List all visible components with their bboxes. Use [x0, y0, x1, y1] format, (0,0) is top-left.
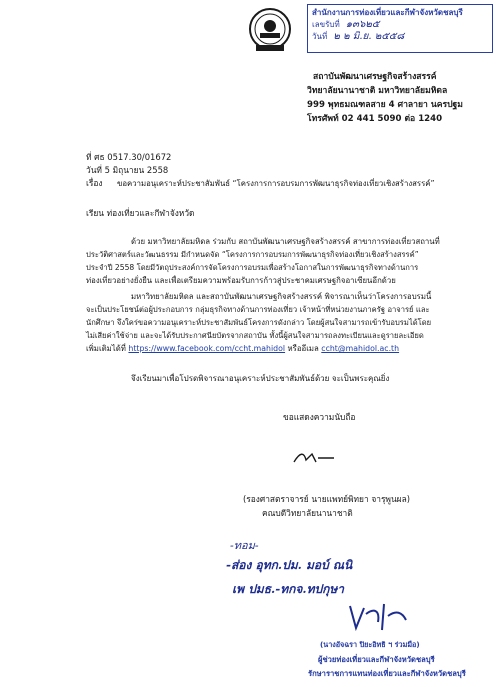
closing-request: จึงเรียนมาเพื่อโปรดพิจารณาอนุเคราะห์ประชาสัมพันธ์ด้วย จะเป็นพระคุณยิ่ง [131, 374, 390, 383]
body-p2-line3: นักศึกษา จึงใคร่ขอความอนุเคราะห์ประชาสัมพันธ์โครงการดังกล่าว โดยผู้สนใจสามารถเข้ารับอบรมได้โดย [86, 318, 432, 327]
ref-subject-label: เรื่อง [86, 178, 103, 188]
body-p1-line1: ด้วย มหาวิทยาลัยมหิดล ร่วมกับ สถาบันพัฒนาเศรษฐกิจสร้างสรรค์ สาขาการท่องเที่ยวสถานที่ [131, 237, 440, 246]
handwritten-signature [344, 600, 424, 634]
handwritten-line3: เพ ปมธ.-ทกจ.ทปกุษา [232, 582, 345, 596]
stamp-number-label: เลขรับที่ [312, 20, 340, 29]
handwritten-signer2: (นางอัจฉรา ปิยะอิทธิ ฯ ร่วมมือ) [320, 640, 420, 649]
ref-to: เรียน ท่องเที่ยวและกีฬาจังหวัด [86, 208, 195, 218]
body-p2-mid: หรืออีเมล [285, 344, 322, 353]
stamp-office: สำนักงานการท่องเที่ยวและกีฬาจังหวัดชลบุรี [312, 8, 463, 17]
ref-subject: ขอความอนุเคราะห์ประชาสัมพันธ์ “โครงการการอบรมการพัฒนาธุรกิจท่องเที่ยวเชิงสร้างสรรค์” [117, 179, 435, 188]
letterhead-phone: โทรศัพท์ 02 441 5090 ต่อ 1240 [307, 114, 443, 124]
facebook-link[interactable]: https://www.facebook.com/ccht.mahidol [128, 344, 286, 353]
letterhead-address: 999 พุทธมณฑลสาย 4 ศาลายา นครปฐม [307, 100, 463, 110]
regards: ขอแสดงความนับถือ [283, 412, 356, 422]
stamp-date-row [312, 31, 488, 43]
body-p1-line3: ประจำปี 2558 โดยมีวัตถุประสงค์การจัดโครงการอบรมเพื่อสร้างโอกาสในการพัฒนาธุรกิจทางด้านการ [86, 263, 419, 272]
signer-title: คณบดีวิทยาลัยนานาชาติ [262, 508, 353, 518]
handwritten-title2: ผู้ช่วยท่องเที่ยวและกีฬาจังหวัดชลบุรี [318, 655, 435, 664]
body-p2-line1: มหาวิทยาลัยมหิดล และสถาบันพัฒนาเศรษฐกิจสร้างสรรค์ พิจารณาเห็นว่าโครงการอบรมนี้ [131, 292, 432, 301]
letterhead-college: วิทยาลัยนานาชาติ มหาวิทยาลัยมหิดล [307, 86, 448, 96]
signature-mark [290, 448, 340, 468]
ref-date: วันที่ 5 มิถุนายน 2558 [86, 165, 169, 175]
handwritten-title3: รักษาราชการแทนท่องเที่ยวและกีฬาจังหวัดชลบุรี [308, 669, 466, 678]
stamp-number-value: ๑๓๖๒๕ [345, 19, 380, 30]
body-p2-line2: จะเป็นประโยชน์ต่อผู้ประกอบการ กลุ่มธุรกิจทางด้านการท่องเที่ยว เจ้าหน้าที่หน่วยงานภาครัฐ อาจารย์ และ [86, 305, 430, 314]
body-p1-line4: ท่องเที่ยวอย่างยั่งยืน และเพื่อเตรียมความพร้อมรับการก้าวสู่ประชาคมเศรษฐกิจอาเซียนอีกด้วย [86, 276, 396, 285]
handwritten-line1: -ทอม- [230, 539, 259, 552]
body-p2-prefix: เพิ่มเติมได้ที่ [86, 344, 129, 353]
body-p2-line5 [86, 343, 399, 354]
body-p2-line4: ไม่เสียค่าใช้จ่าย และจะได้รับประกาศนียบัตรจากสถาบัน ทั้งนี้ผู้สนใจสามารถลงทะเบียนและดูรายละเอียด [86, 331, 424, 340]
stamp-date-label: วันที่ [312, 32, 328, 41]
university-seal-icon [248, 7, 292, 53]
letterhead-org: สถาบันพัฒนาเศรษฐกิจสร้างสรรค์ [313, 72, 437, 82]
body-p1-line2: ประวัติศาสตร์และวัฒนธรรม มีกำหนดจัด “โครงการการอบรมการพัฒนาธุรกิจท่องเที่ยวเชิงสร้างสรรค์” [86, 250, 419, 259]
stamp-number-row [312, 19, 488, 31]
stamp-date-value: ๒ ๒ มิ.ย. ๒๕๕๘ [333, 31, 405, 42]
receipt-stamp [307, 4, 493, 53]
ref-number: ที่ ศธ 0517.30/01672 [86, 152, 172, 162]
email-link[interactable]: ccht@mahidol.ac.th [321, 344, 400, 353]
signer-name: (รองศาสตราจารย์ นายแพทย์พิทยา จารุพูนผล) [243, 494, 410, 504]
handwritten-line2: -ส่อง อุทก.ปม. มอบ์ ณนิ [226, 558, 353, 572]
